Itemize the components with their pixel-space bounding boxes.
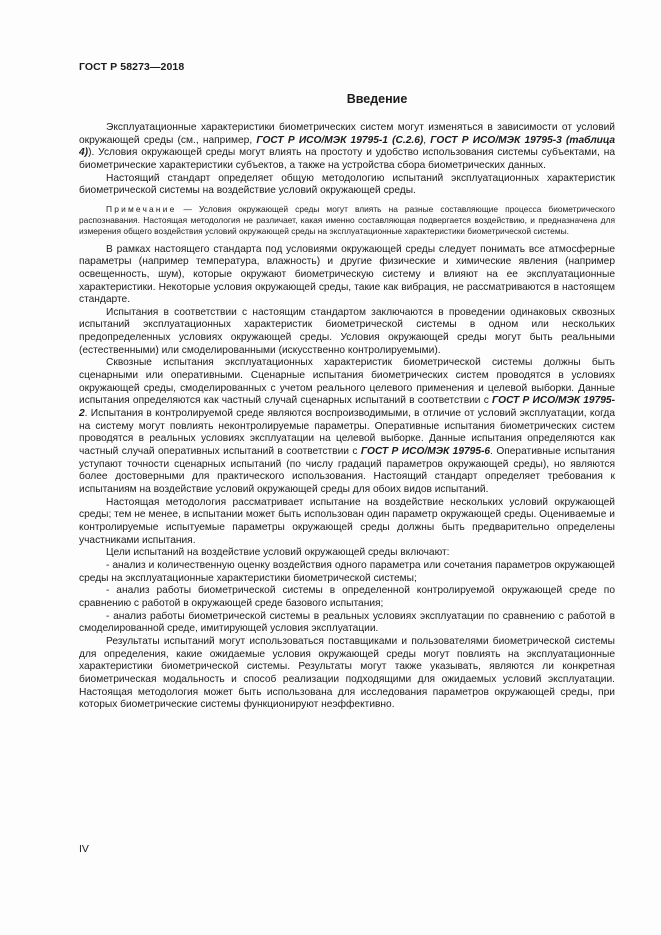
paragraph-5-text-c: . Оперативные испытания уступают точности сценарных испытаний (по числу градаций параметров окружающей среды), но являются более достоверными для практического использования. Настоящий стандарт определяет требования к испытаниям на воздействие условий окружающей среды для обоих видов испытаний. — [79, 446, 616, 496]
list-item: - анализ и количественную оценку воздействия одного параметра или сочетания параметров окружающей среды на эксплуатационные характеристики биометрической системы; — [79, 559, 615, 584]
note — [79, 204, 615, 238]
list-item: - анализ работы биометрической системы в определенной контролируемой окружающей среде по сравнению с работой в окружающей среде базового испытания; — [79, 585, 615, 609]
paragraph-5 — [79, 357, 615, 496]
standard-reference: ГОСТ Р ИСО/МЭК 19795-3 (таблица 4) — [79, 134, 615, 159]
standard-reference: ГОСТ Р ИСО/МЭК 19795-2 — [79, 395, 615, 420]
paragraph-1-text-c: ). Условия окружающей среды могут влиять на простоту и удобство использования системы субъектами, на биометрические характеристики субъектов, а также на устройства сбора биометрических данных. — [79, 147, 615, 171]
paragraph-8: Результаты испытаний могут использоваться поставщиками и пользователями биометрической системы для определения, какие ожидаемые условия окружающей среды могут повлиять на эксплуатационные характеристики биометрической системы. Результаты могут также указывать, являются ли конкретная биометрическая модальность и способ реализации подходящими для ожидаемых условий эксплуатации. Настоящая методология может быть использована для исследования параметров окружающей среды, при которых биометрические системы функционируют неэффективно. — [79, 635, 615, 711]
paragraph-3: В рамках настоящего стандарта под условиями окружающей среды следует понимать все атмосферные параметры (например температура, влажность) и другие физические и химические явления (например освещенность, шум), которые окружают биометрическую систему и влияют на ее эксплуатационные характеристики. Некоторые условия окружающей среды, такие как вибрация, не рассматриваются в настоящем стандарте. — [79, 243, 615, 306]
note-text: — Условия окружающей среды могут влиять на разные составляющие процесса биометрического распознавания. Настоящая методология не различает, какая именно составляющая подвергается воздействию, и предназначена для измерения общего воздействия условий окружающей среды на эксплуатационные характеристики биометрической системы. — [79, 203, 615, 237]
paragraph-7: Цели испытаний на воздействие условий окружающей среды включают: — [106, 547, 450, 559]
standard-reference: ГОСТ Р ИСО/МЭК 19795-1 (С.2.6) — [256, 134, 424, 146]
paragraph-5-text-a: Сквозные испытания эксплуатационных характеристик биометрической системы должны быть сценарными или оперативными. Сценарные испытания биометрических систем проводятся в условиях окружающей среды, смоделированных с учетом реального целевого применения и целевой выборки. Данные испытания определяются как частный случай сценарных испытаний в соответствии с — [79, 357, 615, 407]
document-body — [79, 122, 615, 712]
paragraph-6: Настоящая методология рассматривает испытание на воздействие нескольких условий окружающей среды; тем не менее, в испытании может быть использован один параметр окружающей среды. Оцениваемые и контролируемые испытуемые параметры окружающей среды должны быть предварительно определены участниками испытания. — [79, 496, 615, 546]
paragraph-2: Настоящий стандарт определяет общую методологию испытаний эксплуатационных характеристик биометрической системы на воздействие условий окружающей среды. — [79, 172, 615, 197]
note-label: Примечание — [106, 203, 177, 214]
page-number: IV — [79, 843, 89, 855]
list-item: - анализ работы биометрической системы в реальных условиях эксплуатации по сравнению с работой в смоделированной среде, имитирующей условия эксплуатации. — [79, 610, 615, 635]
paragraph-1 — [79, 122, 615, 173]
paragraph-1-text-b: , — [423, 134, 431, 146]
document-header: ГОСТ Р 58273—2018 — [79, 61, 185, 73]
standard-reference: ГОСТ Р ИСО/МЭК 19795-6 — [360, 446, 491, 458]
paragraph-1-text-a: Эксплуатационные характеристики биометрических систем могут изменяться в зависимости от условий окружающей среды (см., например, — [79, 122, 615, 146]
section-title: Введение — [346, 92, 408, 106]
paragraph-4: Испытания в соответствии с настоящим стандартом заключаются в проведении одинаковых сквозных испытаний эксплуатационных характеристик биометрической системы в одном или нескольких предопределенных условиях окружающей среды. Условия окружающей среды могут быть реальными (естественными) или смоделированными (искусственно контролируемыми). — [79, 306, 615, 356]
paragraph-5-text-b: . Испытания в контролируемой среде являются воспроизводимыми, в отличие от условий эксплуатации, когда на систему могут повлиять неконтролируемые параметры. Оперативные испытания биометрических систем проводятся в реальных условиях эксплуатации на целевой выборке. Данные испытания определяются как частный случай оперативных испытаний в соответствии с — [79, 408, 615, 458]
